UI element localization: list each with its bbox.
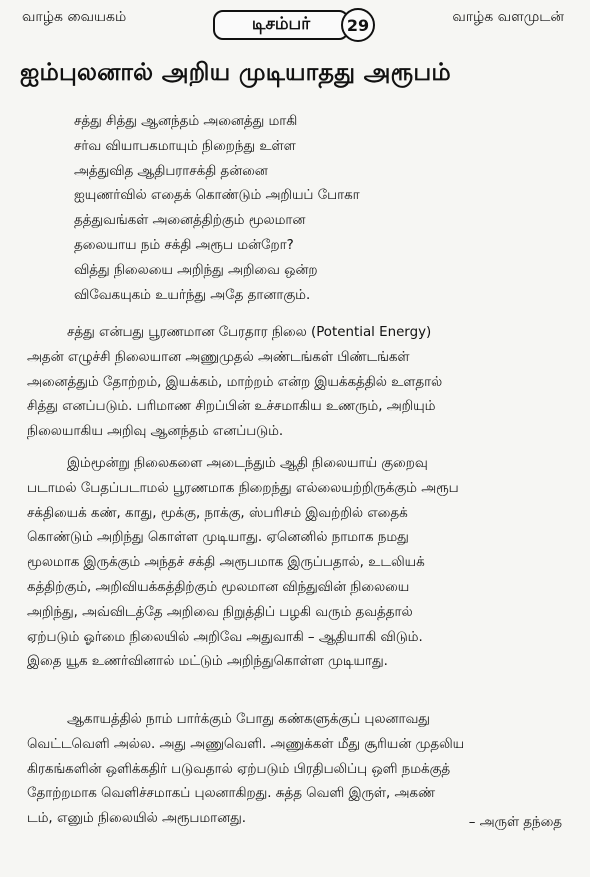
paragraph-line: இம்மூன்று நிலைகளை அடைந்தும் ஆதி நிலையாய் குறைவு: [67, 456, 428, 471]
paragraph-2: [27, 452, 572, 675]
paragraph-line: படாமல் பேதப்படாமல் பூரணமாக நிறைந்து எல்லையற்றிருக்கும் அரூப: [27, 480, 459, 496]
paragraph-line: மூலமாக இருக்கும் அந்தச் சக்தி அரூபமாக இருப்பதால், உடலியக்: [27, 555, 425, 571]
header-left-text: வாழ்க வையகம்: [22, 9, 127, 25]
paragraph-line: ஆகாயத்தில் நாம் பார்க்கும் போது கண்களுக்குப் புலனாவது: [67, 712, 430, 727]
date-badge: [213, 8, 375, 40]
poem-line: சர்வ வியாபகமாயும் நிறைந்து உள்ள: [74, 138, 296, 154]
poem-line: அத்துவித ஆதிபராசக்தி தன்னை: [74, 163, 268, 179]
day-number: 29: [341, 8, 375, 42]
paragraph-line: அறிந்து, அவ்விடத்தே அறிவை நிறுத்திப் பழகி வரும் தவத்தால்: [27, 604, 413, 620]
page-title: ஐம்புலனால் அறிய முடியாதது அரூபம்: [20, 58, 451, 86]
poem-block: [74, 110, 360, 308]
paragraph-line: சித்து எனப்படும். பரிமாண சிறப்பின் உச்சமாகிய உணரும், அறியும்: [27, 399, 436, 415]
paragraph-line: சத்து என்பது பூரணமான பேரதார நிலை (Potential Energy): [67, 325, 432, 340]
poem-line: ஐயுணர்வில் எதைக் கொண்டும் அறியப் போகா: [74, 188, 360, 204]
paragraph-1: [27, 321, 572, 445]
paragraph-line: இதை யூக உணர்வினால் மட்டும் அறிந்துகொள்ள முடியாது.: [27, 654, 388, 670]
paragraph-3: [27, 708, 572, 832]
poem-line: விவேகயுகம் உயர்ந்து அதே தானாகும்.: [74, 287, 311, 303]
header-right-text: வாழ்க வளமுடன்: [452, 9, 564, 25]
month-label: டிசம்பர்: [213, 10, 349, 40]
page-header: [0, 6, 590, 46]
paragraph-line: கொண்டும் அறிந்து கொள்ள முடியாது. ஏனெனில் நாமாக நமது: [27, 530, 409, 546]
paragraph-line: நிலையாகிய அறிவு ஆனந்தம் எனப்படும்.: [27, 424, 284, 440]
paragraph-line: அதன் எழுச்சி நிலையான அணுமுதல் அண்டங்கள் பிண்டங்கள்: [27, 349, 410, 365]
paragraph-line: டம், எனும் நிலையில் அரூபமானது.: [27, 811, 246, 827]
paragraph-line: கிரகங்களின் ஒளிக்கதிர் படுவதால் ஏற்படும் பிரதிபலிப்பு ஒளி நமக்குத்: [27, 761, 451, 777]
paragraph-line: அனைத்தும் தோற்றம், இயக்கம், மாற்றம் என்ற இயக்கத்தில் உளதால்: [27, 374, 443, 390]
poem-line: வித்து நிலையை அறிந்து அறிவை ஒன்ற: [74, 262, 318, 278]
paragraph-line: சக்தியைக் கண், காது, மூக்கு, நாக்கு, ஸ்பரிசம் இவற்றில் எதைக்: [27, 505, 408, 521]
author-signature: – அருள் தந்தை: [468, 815, 562, 830]
poem-line: தலையாய நம் சக்தி அரூப மன்றோ?: [74, 237, 294, 253]
poem-line: சத்து சித்து ஆனந்தம் அனைத்து மாகி: [74, 114, 298, 129]
paragraph-line: ஏற்படும் ஓர்மை நிலையில் அறிவே அதுவாகி – ஆதியாகி விடும்.: [27, 629, 423, 645]
paragraph-line: கத்திற்கும், அறிவியக்கத்திற்கும் மூலமான விந்துவின் நிலையை: [27, 579, 410, 595]
paragraph-line: தோற்றமாக வெளிச்சமாகப் புலனாகிறது. சுத்த வெளி இருள், அகண்: [27, 786, 435, 802]
poem-line: தத்துவங்கள் அனைத்திற்கும் மூலமான: [74, 213, 306, 229]
paragraph-line: வெட்டவெளி அல்ல. அது அணுவெளி. அணுக்கள் மீது சூரியன் முதலிய: [27, 736, 465, 752]
